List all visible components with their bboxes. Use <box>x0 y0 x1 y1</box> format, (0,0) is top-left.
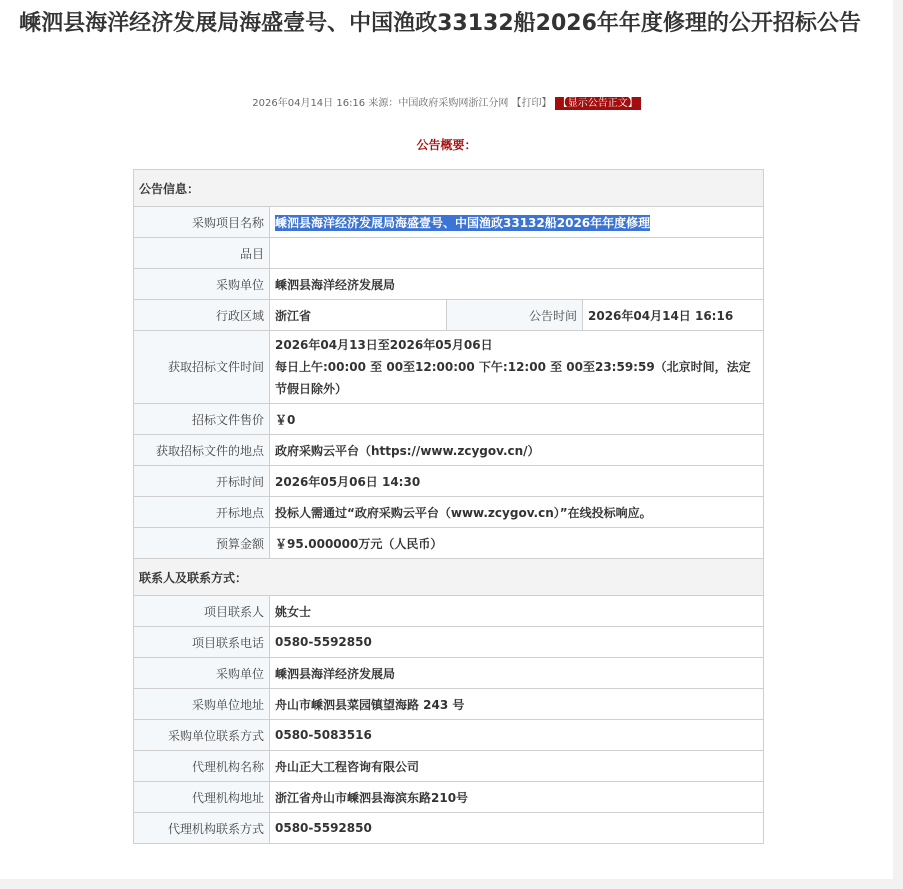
notice-info-table <box>133 169 764 844</box>
row-label: 采购单位联系方式 <box>134 720 270 751</box>
doc-place-value: 政府采购云平台（https://www.zcygov.cn/） <box>270 435 764 466</box>
project-name-value <box>270 207 764 238</box>
table-row <box>134 689 764 720</box>
table-row <box>134 782 764 813</box>
row-label: 品目 <box>134 238 270 269</box>
table-row <box>134 269 764 300</box>
table-row <box>134 404 764 435</box>
page-title: 嵊泗县海洋经济发展局海盛壹号、中国渔政33132船2026年年度修理的公开招标公告 <box>19 11 861 36</box>
row-label: 预算金额 <box>134 528 270 559</box>
purchaser-value: 嵊泗县海洋经济发展局 <box>270 269 764 300</box>
row-label: 代理机构地址 <box>134 782 270 813</box>
contact-person-value: 姚女士 <box>270 596 764 627</box>
table-row <box>134 813 764 844</box>
purchaser-contact-value: 0580-5083516 <box>270 720 764 751</box>
table-row <box>134 238 764 269</box>
agency-addr-value: 浙江省舟山市嵊泗县海滨东路210号 <box>270 782 764 813</box>
table-row <box>134 207 764 238</box>
table-row <box>134 435 764 466</box>
publish-date: 2026年04月14日 16:16 <box>252 98 366 109</box>
open-time-value: 2026年05月06日 14:30 <box>270 466 764 497</box>
table-row <box>134 596 764 627</box>
purchaser2-value: 嵊泗县海洋经济发展局 <box>270 658 764 689</box>
item-value <box>270 238 764 269</box>
agency-contact-value: 0580-5592850 <box>270 813 764 844</box>
contact-phone-value: 0580-5592850 <box>270 627 764 658</box>
agency-name-value: 舟山正大工程咨询有限公司 <box>270 751 764 782</box>
doc-time-line2: 每日上午:00:00 至 00至12:00:00 下午:12:00 至 00至23:59:59（北京时间，法定节假日除外） <box>275 360 751 396</box>
row-label: 获取招标文件的地点 <box>134 435 270 466</box>
row-label: 代理机构名称 <box>134 751 270 782</box>
row-label: 行政区域 <box>134 300 270 331</box>
table-row <box>134 331 764 404</box>
project-name-text[interactable]: 嵊泗县海洋经济发展局海盛壹号、中国渔政33132船2026年年度修理 <box>275 215 651 230</box>
region-value: 浙江省 <box>270 300 447 331</box>
doc-price-value: ￥0 <box>270 404 764 435</box>
row-label: 代理机构联系方式 <box>134 813 270 844</box>
row-label: 公告时间 <box>447 300 583 331</box>
table-row <box>134 627 764 658</box>
section-row-contact <box>134 559 764 596</box>
row-label: 项目联系人 <box>134 596 270 627</box>
row-label: 获取招标文件时间 <box>134 331 270 404</box>
row-label: 开标地点 <box>134 497 270 528</box>
budget-value: ￥95.000000万元（人民币） <box>270 528 764 559</box>
print-link[interactable]: 【打印】 <box>511 98 552 109</box>
row-label: 项目联系电话 <box>134 627 270 658</box>
open-place-value: 投标人需通过“政府采购云平台（www.zcygov.cn）”在线投标响应。 <box>270 497 764 528</box>
show-notice-button[interactable]: 【显示公告正文】 <box>555 97 641 110</box>
section-contact-heading: 联系人及联系方式： <box>134 559 764 596</box>
row-label: 采购单位 <box>134 658 270 689</box>
notice-time-value: 2026年04月14日 16:16 <box>583 300 764 331</box>
row-label: 采购项目名称 <box>134 207 270 238</box>
doc-time-line1: 2026年04月13日至2026年05月06日 <box>275 338 493 352</box>
row-label: 采购单位 <box>134 269 270 300</box>
purchaser-addr-value: 舟山市嵊泗县菜园镇望海路 243 号 <box>270 689 764 720</box>
source-text: 中国政府采购网浙江分网 <box>398 98 509 109</box>
doc-time-value <box>270 331 764 404</box>
summary-heading: 公告概要： <box>416 138 477 152</box>
notice-meta <box>0 94 893 109</box>
row-label: 采购单位地址 <box>134 689 270 720</box>
table-row <box>134 497 764 528</box>
table-row <box>134 300 764 331</box>
table-row <box>134 466 764 497</box>
section-row-info <box>134 170 764 207</box>
table-row <box>134 658 764 689</box>
row-label: 招标文件售价 <box>134 404 270 435</box>
source-label: 来源： <box>368 98 399 109</box>
table-row <box>134 528 764 559</box>
row-label: 开标时间 <box>134 466 270 497</box>
table-row <box>134 720 764 751</box>
section-info-heading: 公告信息： <box>134 170 764 207</box>
table-row <box>134 751 764 782</box>
